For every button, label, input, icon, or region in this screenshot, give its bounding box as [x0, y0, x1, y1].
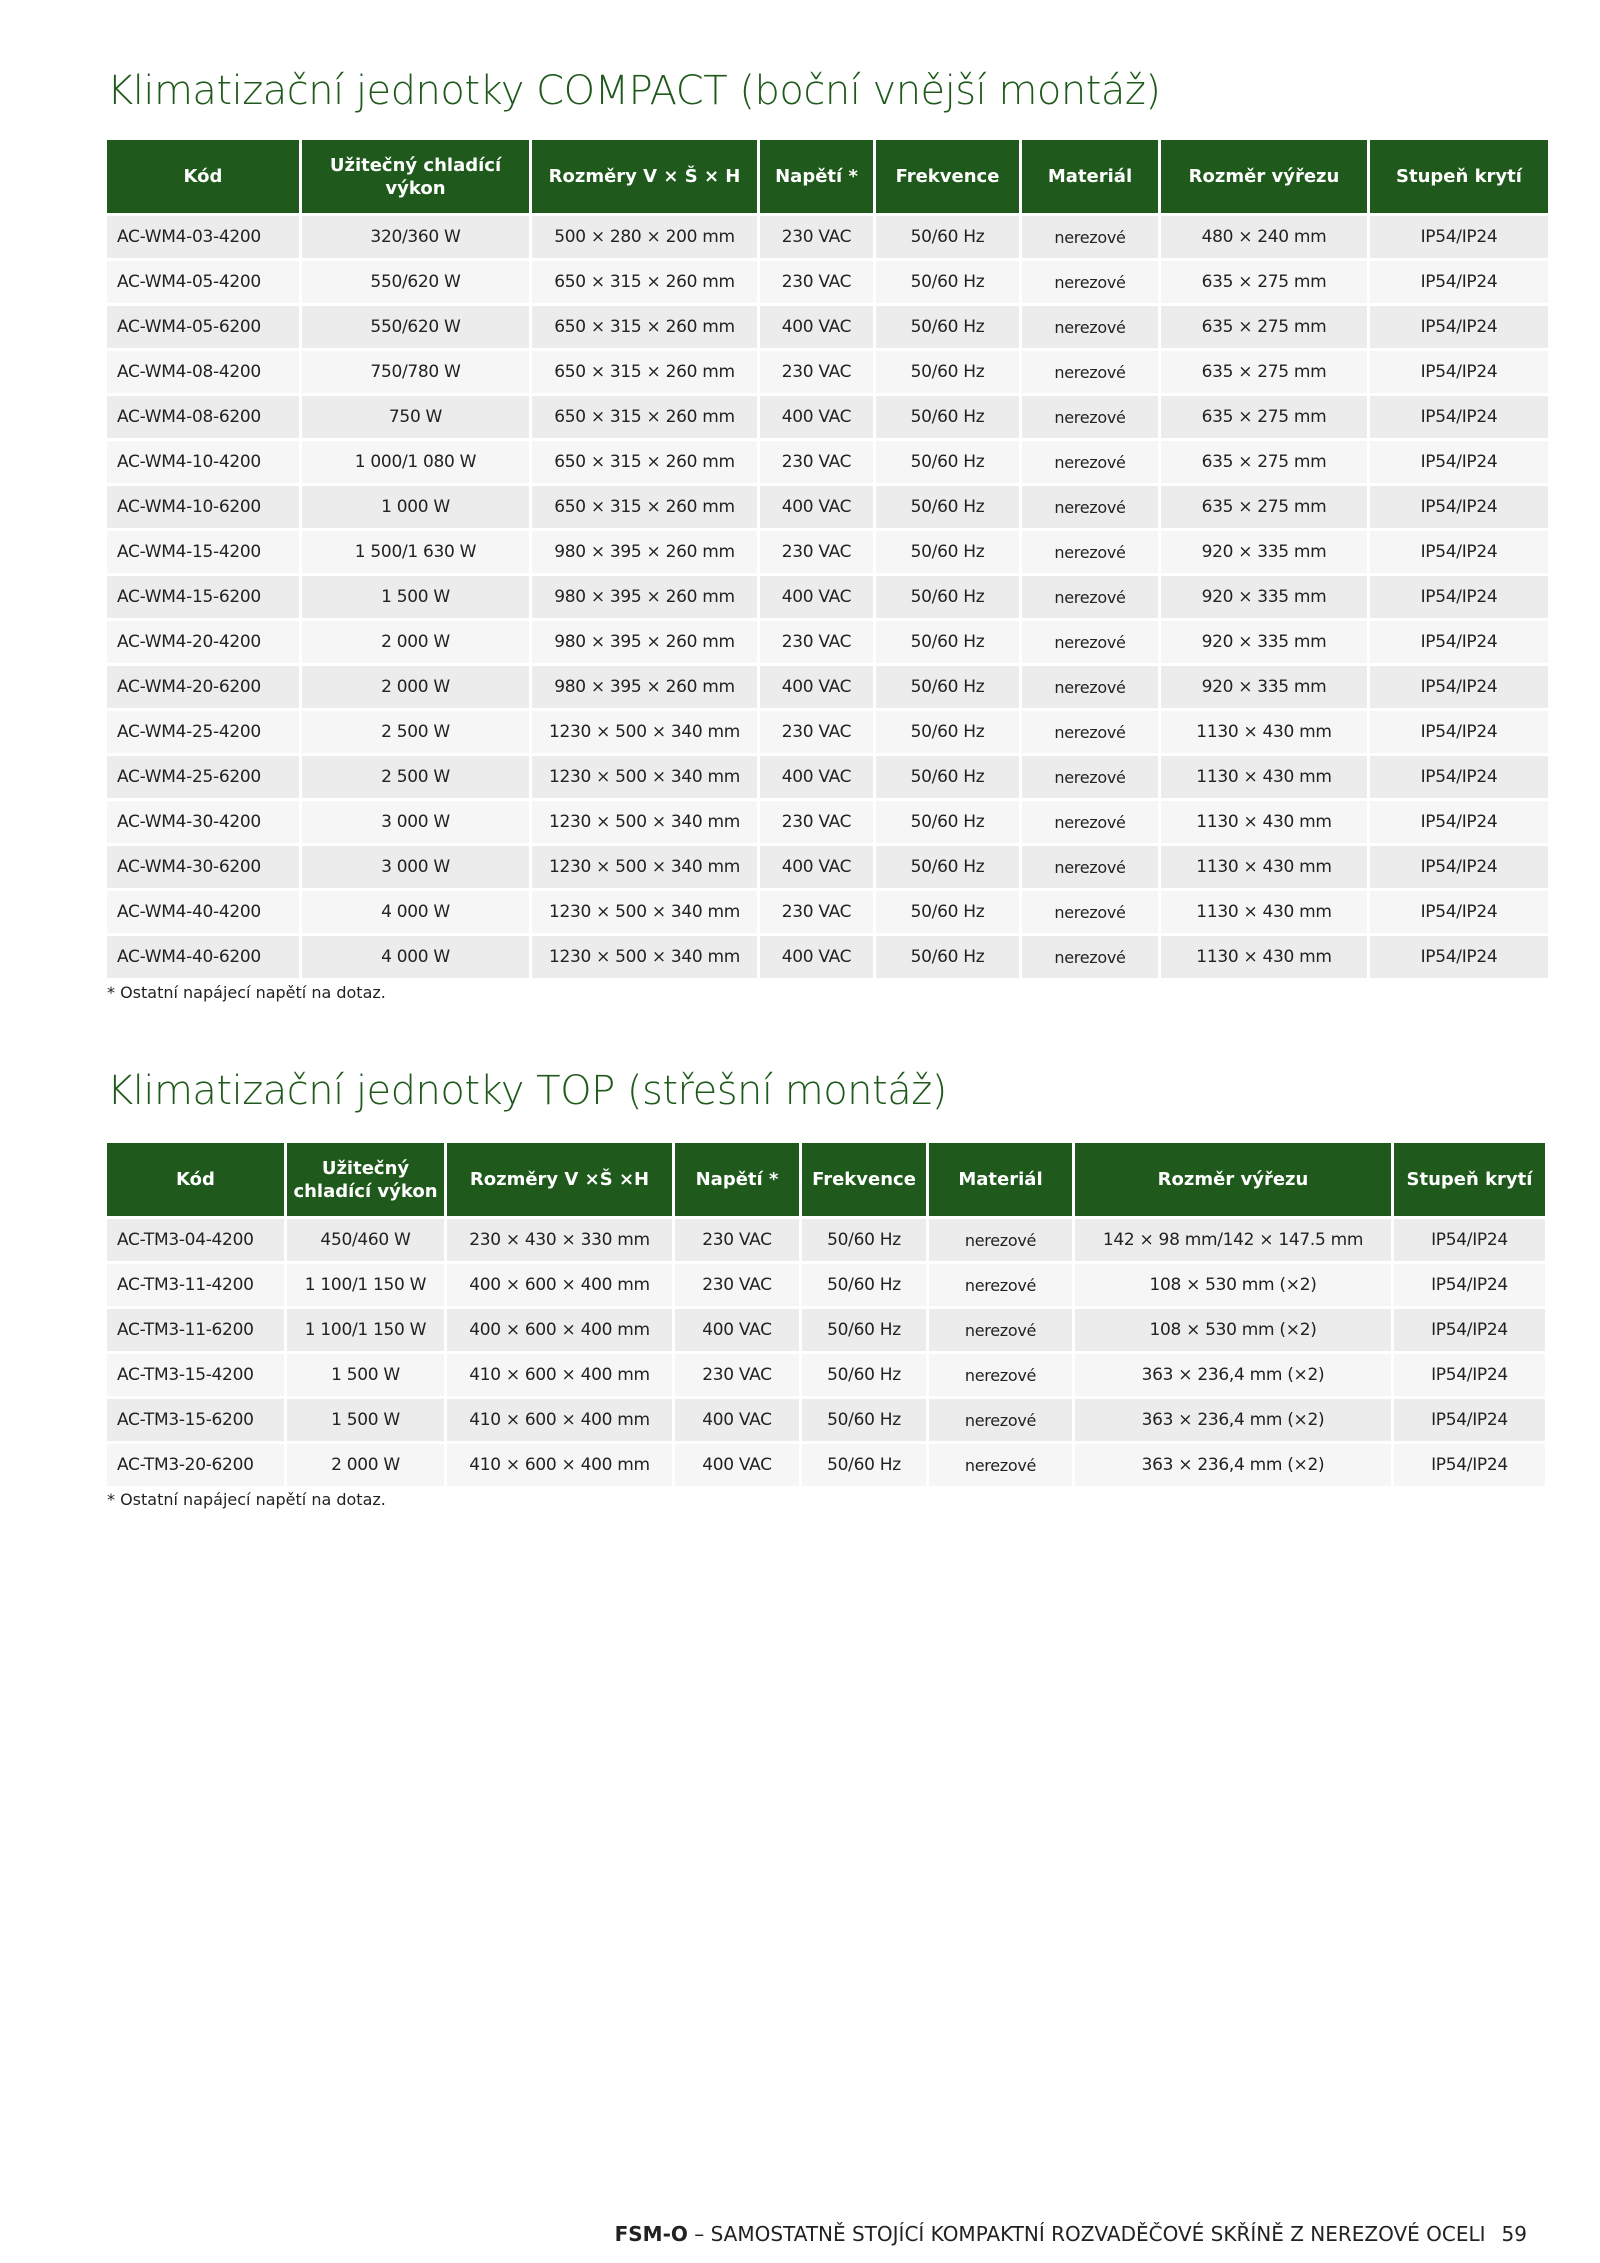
table-cell: 635 × 275 mm	[1161, 486, 1367, 531]
table-row	[107, 441, 1548, 486]
table-cell: 635 × 275 mm	[1161, 351, 1367, 396]
table-cell: nerezové	[1022, 891, 1158, 936]
table-cell: 50/60 Hz	[876, 891, 1019, 936]
table-cell: 480 × 240 mm	[1161, 216, 1367, 261]
table-cell: 230 VAC	[675, 1354, 799, 1399]
table-cell: IP54/IP24	[1394, 1309, 1545, 1354]
table-cell: IP54/IP24	[1370, 486, 1548, 531]
table-cell: AC-WM4-30-4200	[107, 801, 299, 846]
table-cell: IP54/IP24	[1394, 1354, 1545, 1399]
table-cell: nerezové	[1022, 936, 1158, 981]
column-header: Kód	[107, 1143, 284, 1219]
table-row	[107, 486, 1548, 531]
table-cell: nerezové	[929, 1444, 1072, 1489]
column-header: Materiál	[1022, 140, 1158, 216]
table-cell: nerezové	[1022, 261, 1158, 306]
table-cell: AC-TM3-04-4200	[107, 1219, 284, 1264]
table-cell: 980 × 395 × 260 mm	[532, 621, 757, 666]
table-cell: 50/60 Hz	[802, 1444, 926, 1489]
table-cell: 400 VAC	[760, 306, 873, 351]
table-cell: 650 × 315 × 260 mm	[532, 261, 757, 306]
column-header: Frekvence	[802, 1143, 926, 1219]
table-cell: IP54/IP24	[1370, 531, 1548, 576]
table-row	[107, 216, 1548, 261]
table-cell: AC-WM4-10-6200	[107, 486, 299, 531]
table-cell: 50/60 Hz	[802, 1264, 926, 1309]
table-cell: 230 VAC	[760, 801, 873, 846]
table-cell: 2 000 W	[302, 621, 529, 666]
table-cell: 230 VAC	[760, 621, 873, 666]
table-cell: 363 × 236,4 mm (×2)	[1075, 1354, 1391, 1399]
table-row	[107, 711, 1548, 756]
table-cell: AC-TM3-15-4200	[107, 1354, 284, 1399]
table-cell: 230 VAC	[760, 711, 873, 756]
table-cell: 400 × 600 × 400 mm	[447, 1264, 672, 1309]
table-cell: 1230 × 500 × 340 mm	[532, 711, 757, 756]
table-cell: AC-WM4-20-6200	[107, 666, 299, 711]
table-cell: 50/60 Hz	[876, 621, 1019, 666]
table-cell: IP54/IP24	[1370, 396, 1548, 441]
table-cell: 1230 × 500 × 340 mm	[532, 801, 757, 846]
table-cell: 50/60 Hz	[802, 1354, 926, 1399]
table-cell: 50/60 Hz	[876, 261, 1019, 306]
table-cell: 400 VAC	[760, 576, 873, 621]
table-cell: 50/60 Hz	[876, 306, 1019, 351]
table-row	[107, 261, 1548, 306]
table-cell: 1 000/1 080 W	[302, 441, 529, 486]
table-cell: nerezové	[1022, 531, 1158, 576]
table-cell: 50/60 Hz	[802, 1309, 926, 1354]
column-header: Rozměr výřezu	[1161, 140, 1367, 216]
table-cell: 108 × 530 mm (×2)	[1075, 1309, 1391, 1354]
table-cell: 400 VAC	[760, 846, 873, 891]
table-row	[107, 306, 1548, 351]
table-cell: 363 × 236,4 mm (×2)	[1075, 1399, 1391, 1444]
table-cell: 1130 × 430 mm	[1161, 756, 1367, 801]
table-cell: IP54/IP24	[1370, 846, 1548, 891]
table-cell: IP54/IP24	[1370, 666, 1548, 711]
top-header-row	[107, 1143, 1545, 1219]
table-cell: nerezové	[1022, 351, 1158, 396]
table-cell: 50/60 Hz	[876, 756, 1019, 801]
table-cell: AC-WM4-03-4200	[107, 216, 299, 261]
table-cell: 400 VAC	[675, 1309, 799, 1354]
table-cell: 1 100/1 150 W	[287, 1264, 444, 1309]
table-cell: 50/60 Hz	[876, 801, 1019, 846]
compact-header-row	[107, 140, 1548, 216]
table-row	[107, 801, 1548, 846]
table-cell: IP54/IP24	[1370, 801, 1548, 846]
table-cell: nerezové	[1022, 711, 1158, 756]
top-table-body	[107, 1219, 1545, 1489]
table-cell: 920 × 335 mm	[1161, 576, 1367, 621]
table-cell: AC-WM4-20-4200	[107, 621, 299, 666]
table-cell: 635 × 275 mm	[1161, 261, 1367, 306]
table-cell: 50/60 Hz	[876, 531, 1019, 576]
table-cell: 50/60 Hz	[876, 351, 1019, 396]
table-cell: nerezové	[1022, 306, 1158, 351]
page-number: 59	[1501, 2222, 1527, 2246]
table-cell: 1230 × 500 × 340 mm	[532, 756, 757, 801]
table-cell: 400 VAC	[760, 396, 873, 441]
table-cell: 410 × 600 × 400 mm	[447, 1399, 672, 1444]
column-header: Užitečný chladící výkon	[302, 140, 529, 216]
table-cell: 1 500/1 630 W	[302, 531, 529, 576]
table-row	[107, 891, 1548, 936]
table-cell: IP54/IP24	[1370, 711, 1548, 756]
table-cell: nerezové	[1022, 801, 1158, 846]
table-row	[107, 531, 1548, 576]
table-cell: 320/360 W	[302, 216, 529, 261]
top-section-title: Klimatizační jednotky TOP (střešní montáž)	[107, 1068, 947, 1114]
table-cell: 50/60 Hz	[876, 936, 1019, 981]
table-cell: 980 × 395 × 260 mm	[532, 666, 757, 711]
table-cell: 1130 × 430 mm	[1161, 711, 1367, 756]
top-footnote: * Ostatní napájecí napětí na dotaz.	[107, 1490, 386, 1509]
table-cell: IP54/IP24	[1394, 1444, 1545, 1489]
table-cell: AC-WM4-25-4200	[107, 711, 299, 756]
table-cell: 50/60 Hz	[876, 711, 1019, 756]
table-cell: 2 000 W	[287, 1444, 444, 1489]
column-header: Frekvence	[876, 140, 1019, 216]
table-cell: 650 × 315 × 260 mm	[532, 306, 757, 351]
table-row	[107, 756, 1548, 801]
table-cell: 230 VAC	[760, 216, 873, 261]
column-header: Materiál	[929, 1143, 1072, 1219]
table-cell: 230 VAC	[675, 1219, 799, 1264]
table-cell: nerezové	[929, 1219, 1072, 1264]
table-cell: 400 VAC	[760, 936, 873, 981]
table-cell: 550/620 W	[302, 306, 529, 351]
table-row	[107, 621, 1548, 666]
table-cell: 980 × 395 × 260 mm	[532, 576, 757, 621]
table-cell: 980 × 395 × 260 mm	[532, 531, 757, 576]
top-spec-table	[104, 1143, 1548, 1489]
table-cell: AC-WM4-15-6200	[107, 576, 299, 621]
table-cell: 1230 × 500 × 340 mm	[532, 936, 757, 981]
column-header: Napětí *	[675, 1143, 799, 1219]
table-cell: 635 × 275 mm	[1161, 441, 1367, 486]
table-cell: 4 000 W	[302, 936, 529, 981]
table-row	[107, 1219, 1545, 1264]
table-cell: 450/460 W	[287, 1219, 444, 1264]
table-cell: 650 × 315 × 260 mm	[532, 396, 757, 441]
table-cell: 50/60 Hz	[876, 441, 1019, 486]
table-row	[107, 1444, 1545, 1489]
table-cell: nerezové	[1022, 621, 1158, 666]
table-cell: 50/60 Hz	[876, 666, 1019, 711]
table-cell: 108 × 530 mm (×2)	[1075, 1264, 1391, 1309]
table-cell: AC-WM4-08-6200	[107, 396, 299, 441]
table-cell: 1130 × 430 mm	[1161, 891, 1367, 936]
table-cell: 1130 × 430 mm	[1161, 936, 1367, 981]
table-cell: 920 × 335 mm	[1161, 531, 1367, 576]
table-cell: IP54/IP24	[1370, 936, 1548, 981]
table-cell: 500 × 280 × 200 mm	[532, 216, 757, 261]
table-cell: 1 500 W	[287, 1354, 444, 1399]
table-cell: AC-WM4-30-6200	[107, 846, 299, 891]
table-cell: 1230 × 500 × 340 mm	[532, 846, 757, 891]
table-cell: nerezové	[929, 1309, 1072, 1354]
table-cell: 230 VAC	[675, 1264, 799, 1309]
table-cell: 400 VAC	[675, 1444, 799, 1489]
compact-table-body	[107, 216, 1548, 981]
column-header: Rozměry V ×Š ×H	[447, 1143, 672, 1219]
table-cell: 50/60 Hz	[802, 1399, 926, 1444]
column-header: Kód	[107, 140, 299, 216]
table-cell: IP54/IP24	[1370, 351, 1548, 396]
table-cell: AC-WM4-15-4200	[107, 531, 299, 576]
table-cell: 230 VAC	[760, 531, 873, 576]
page-footer	[615, 2222, 1527, 2246]
table-cell: 635 × 275 mm	[1161, 396, 1367, 441]
table-cell: AC-TM3-15-6200	[107, 1399, 284, 1444]
table-cell: 2 500 W	[302, 711, 529, 756]
table-cell: 3 000 W	[302, 846, 529, 891]
table-cell: 635 × 275 mm	[1161, 306, 1367, 351]
table-cell: IP54/IP24	[1370, 891, 1548, 936]
table-row	[107, 1354, 1545, 1399]
table-row	[107, 846, 1548, 891]
table-cell: AC-TM3-11-6200	[107, 1309, 284, 1354]
column-header: Stupeň krytí	[1394, 1143, 1545, 1219]
table-cell: IP54/IP24	[1370, 621, 1548, 666]
column-header: Užitečný chladící výkon	[287, 1143, 444, 1219]
table-cell: 2 500 W	[302, 756, 529, 801]
column-header: Rozměr výřezu	[1075, 1143, 1391, 1219]
table-cell: 410 × 600 × 400 mm	[447, 1444, 672, 1489]
table-cell: 1230 × 500 × 340 mm	[532, 891, 757, 936]
table-cell: 400 × 600 × 400 mm	[447, 1309, 672, 1354]
footer-brand: FSM-O	[614, 2222, 688, 2246]
table-row	[107, 576, 1548, 621]
table-cell: 550/620 W	[302, 261, 529, 306]
table-cell: AC-TM3-20-6200	[107, 1444, 284, 1489]
table-cell: 1 500 W	[287, 1399, 444, 1444]
table-cell: 1 000 W	[302, 486, 529, 531]
table-cell: 230 VAC	[760, 891, 873, 936]
table-cell: AC-WM4-40-4200	[107, 891, 299, 936]
table-cell: 50/60 Hz	[876, 846, 1019, 891]
table-cell: IP54/IP24	[1394, 1219, 1545, 1264]
table-cell: 50/60 Hz	[876, 486, 1019, 531]
table-cell: nerezové	[1022, 441, 1158, 486]
table-row	[107, 1264, 1545, 1309]
table-row	[107, 396, 1548, 441]
table-cell: nerezové	[929, 1354, 1072, 1399]
table-cell: 50/60 Hz	[802, 1219, 926, 1264]
table-cell: IP54/IP24	[1370, 576, 1548, 621]
compact-spec-table	[104, 140, 1551, 981]
compact-section-title: Klimatizační jednotky COMPACT (boční vnější montáž)	[107, 68, 1161, 114]
table-cell: 50/60 Hz	[876, 396, 1019, 441]
table-cell: 230 VAC	[760, 261, 873, 306]
table-cell: 920 × 335 mm	[1161, 666, 1367, 711]
table-cell: nerezové	[1022, 486, 1158, 531]
table-cell: 1130 × 430 mm	[1161, 801, 1367, 846]
column-header: Napětí *	[760, 140, 873, 216]
table-cell: IP54/IP24	[1370, 216, 1548, 261]
table-cell: 750 W	[302, 396, 529, 441]
table-row	[107, 936, 1548, 981]
column-header: Stupeň krytí	[1370, 140, 1548, 216]
table-cell: 400 VAC	[760, 756, 873, 801]
table-cell: 1 500 W	[302, 576, 529, 621]
table-cell: nerezové	[1022, 576, 1158, 621]
table-cell: 400 VAC	[760, 486, 873, 531]
table-cell: 650 × 315 × 260 mm	[532, 486, 757, 531]
table-cell: nerezové	[1022, 846, 1158, 891]
table-cell: 750/780 W	[302, 351, 529, 396]
table-cell: 50/60 Hz	[876, 576, 1019, 621]
table-cell: IP54/IP24	[1370, 306, 1548, 351]
table-cell: AC-WM4-25-6200	[107, 756, 299, 801]
table-cell: 920 × 335 mm	[1161, 621, 1367, 666]
table-row	[107, 1399, 1545, 1444]
table-cell: 1 100/1 150 W	[287, 1309, 444, 1354]
table-row	[107, 666, 1548, 711]
column-header: Rozměry V × Š × H	[532, 140, 757, 216]
table-cell: IP54/IP24	[1370, 756, 1548, 801]
table-cell: 400 VAC	[760, 666, 873, 711]
table-cell: nerezové	[929, 1399, 1072, 1444]
table-cell: 1130 × 430 mm	[1161, 846, 1367, 891]
table-cell: IP54/IP24	[1394, 1264, 1545, 1309]
table-cell: IP54/IP24	[1370, 261, 1548, 306]
table-cell: AC-WM4-40-6200	[107, 936, 299, 981]
table-cell: 3 000 W	[302, 801, 529, 846]
table-cell: IP54/IP24	[1394, 1399, 1545, 1444]
table-cell: 230 VAC	[760, 441, 873, 486]
table-cell: nerezové	[1022, 756, 1158, 801]
table-cell: 2 000 W	[302, 666, 529, 711]
table-cell: nerezové	[1022, 216, 1158, 261]
table-cell: AC-WM4-05-6200	[107, 306, 299, 351]
table-cell: 410 × 600 × 400 mm	[447, 1354, 672, 1399]
table-cell: 230 × 430 × 330 mm	[447, 1219, 672, 1264]
table-cell: IP54/IP24	[1370, 441, 1548, 486]
table-cell: AC-WM4-05-4200	[107, 261, 299, 306]
table-cell: AC-TM3-11-4200	[107, 1264, 284, 1309]
table-cell: 4 000 W	[302, 891, 529, 936]
table-cell: 142 × 98 mm/142 × 147.5 mm	[1075, 1219, 1391, 1264]
table-cell: 50/60 Hz	[876, 216, 1019, 261]
table-cell: nerezové	[1022, 666, 1158, 711]
table-cell: 650 × 315 × 260 mm	[532, 351, 757, 396]
compact-footnote: * Ostatní napájecí napětí na dotaz.	[107, 983, 386, 1002]
table-cell: 230 VAC	[760, 351, 873, 396]
table-cell: AC-WM4-10-4200	[107, 441, 299, 486]
table-cell: 363 × 236,4 mm (×2)	[1075, 1444, 1391, 1489]
table-row	[107, 1309, 1545, 1354]
table-cell: 400 VAC	[675, 1399, 799, 1444]
table-cell: 650 × 315 × 260 mm	[532, 441, 757, 486]
table-cell: AC-WM4-08-4200	[107, 351, 299, 396]
table-row	[107, 351, 1548, 396]
footer-text: – SAMOSTATNĚ STOJÍCÍ KOMPAKTNÍ ROZVADĚČOVÉ SKŘÍNĚ Z NEREZOVÉ OCELI	[687, 2222, 1486, 2246]
table-cell: nerezové	[929, 1264, 1072, 1309]
table-cell: nerezové	[1022, 396, 1158, 441]
